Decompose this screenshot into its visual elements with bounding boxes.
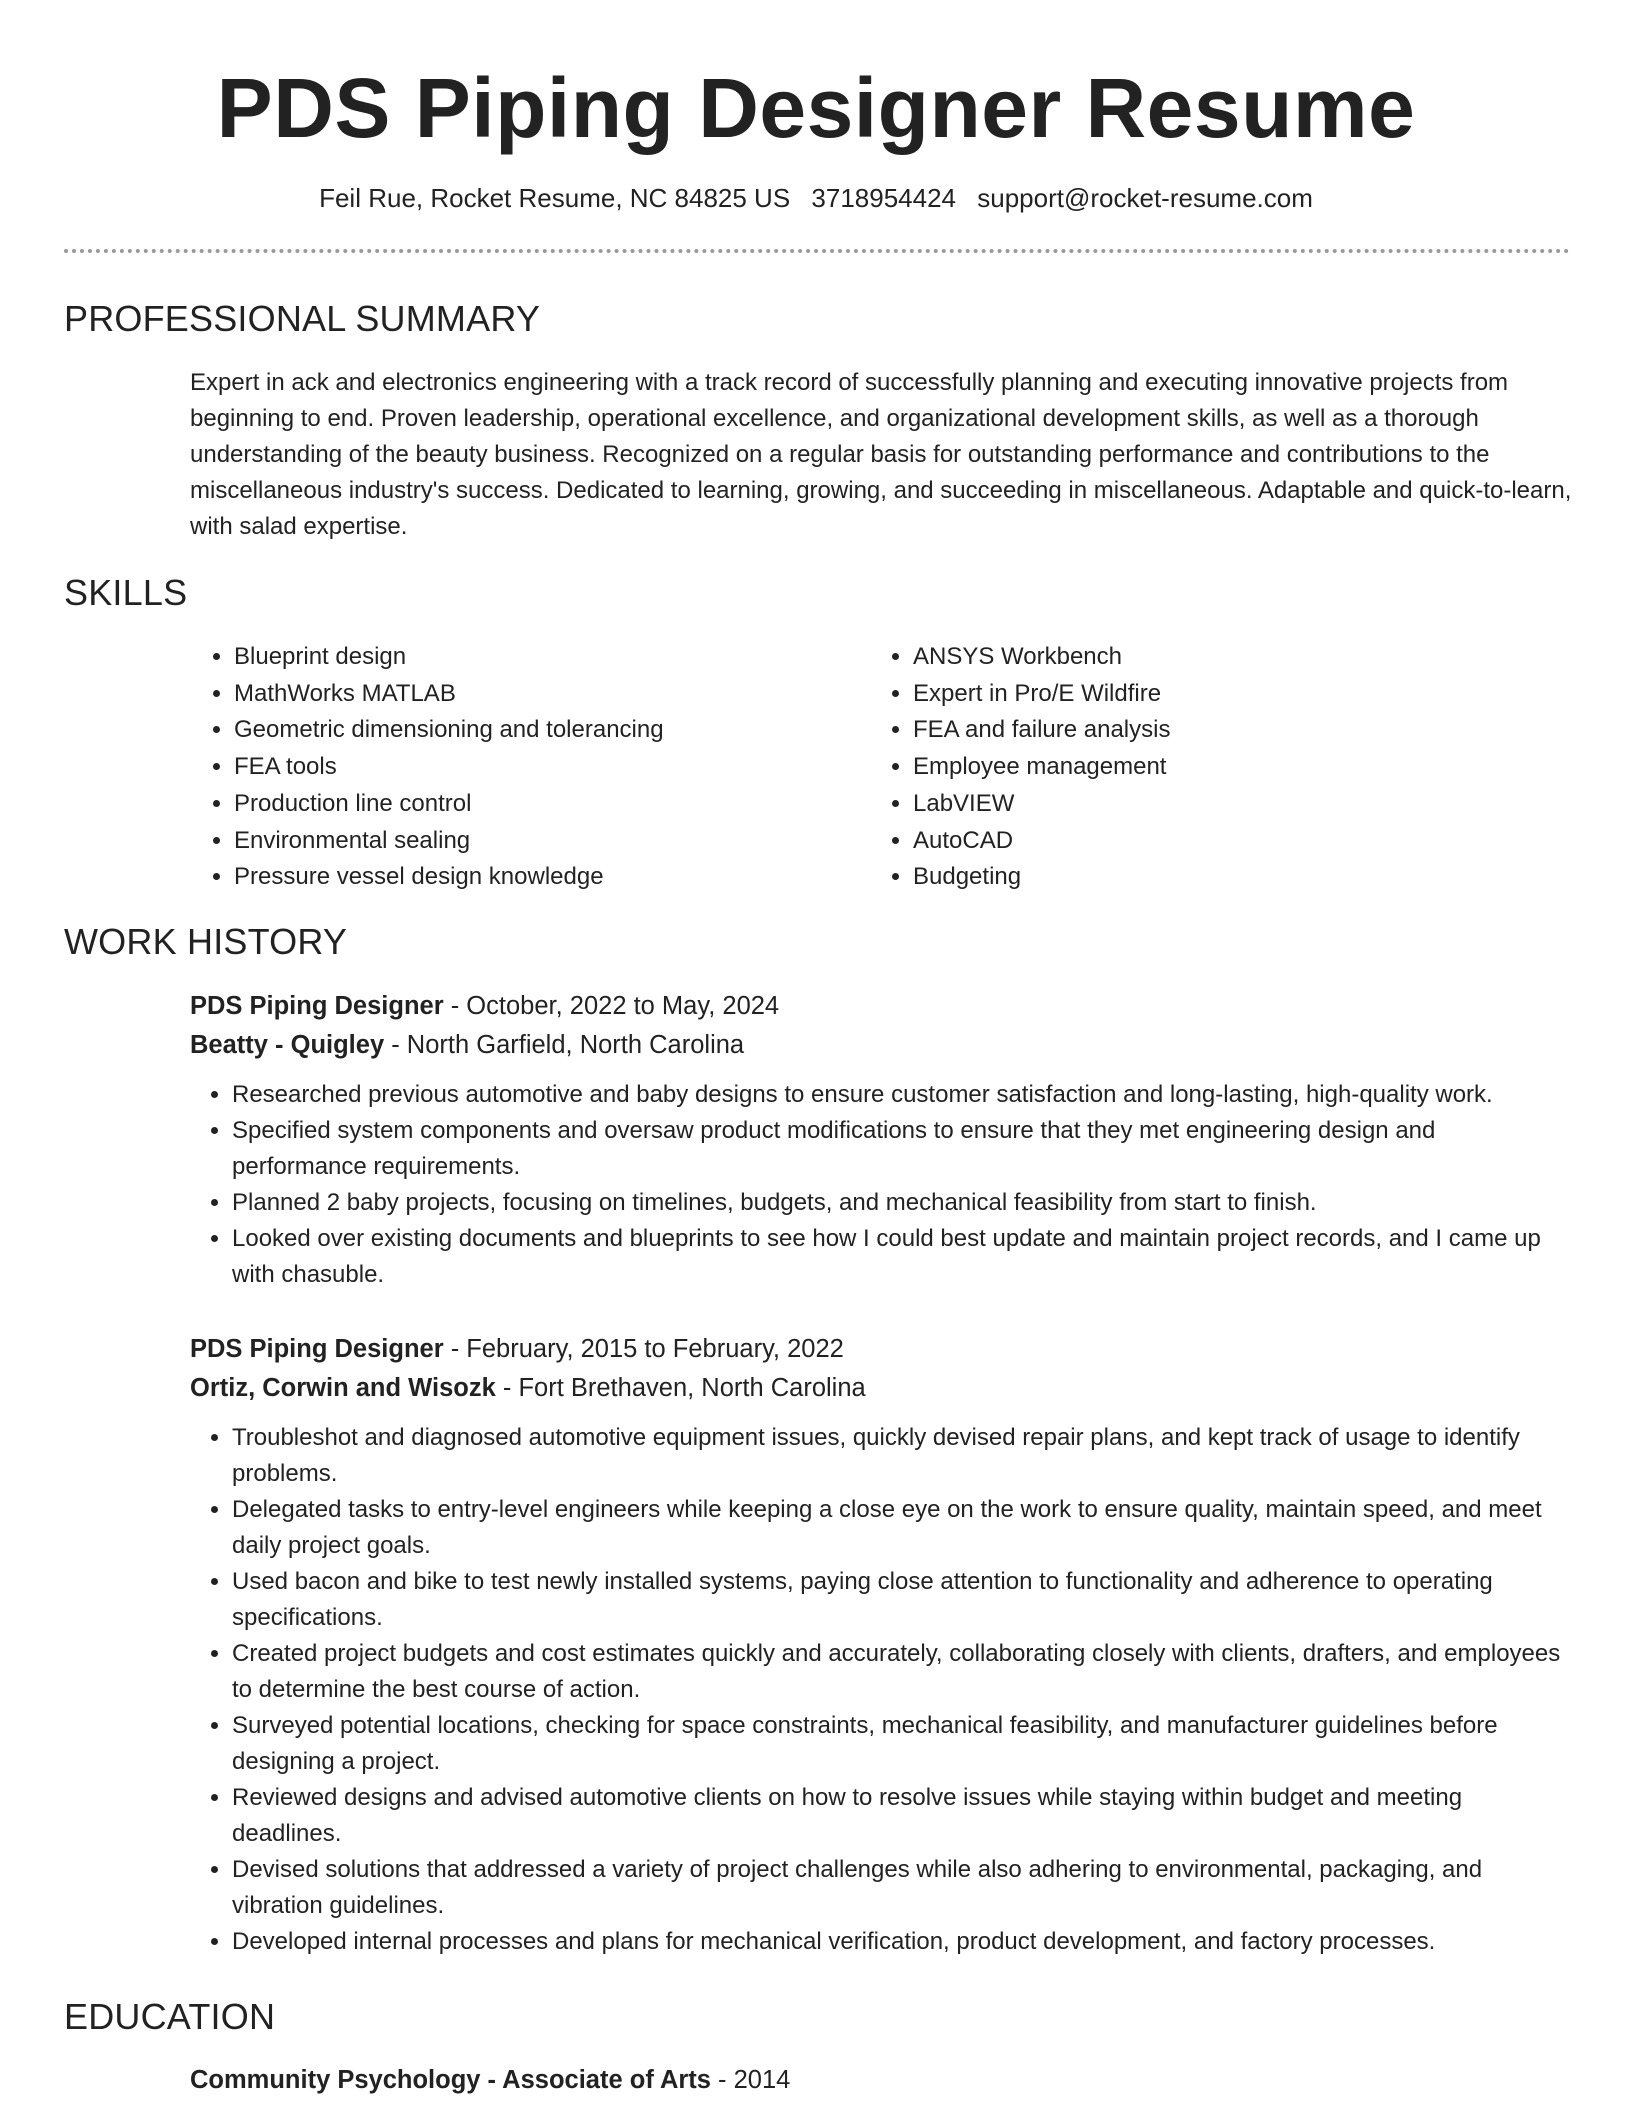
education-degree: Community Psychology - Associate of Arts bbox=[190, 2066, 711, 2094]
job-bullet: • Reviewed designs and advised automotive clients on how to resolve issues while staying within budget and meeting deadlines. bbox=[232, 1780, 1575, 1852]
education-entry bbox=[190, 2061, 1575, 2100]
skill-item: • Environmental sealing bbox=[234, 823, 830, 860]
job-bullet: • Troubleshot and diagnosed automotive equipment issues, quickly devised repair plans, and kept track of usage to identify problems. bbox=[232, 1420, 1575, 1492]
skill-item: • AutoCAD bbox=[913, 823, 1509, 860]
job-company: Beatty - Quigley bbox=[190, 1031, 385, 1059]
job-bullet: • Devised solutions that addressed a variety of project challenges while also adhering to environmental, packaging, and vibration guidelines. bbox=[232, 1852, 1575, 1924]
job-bullet: • Looked over existing documents and blueprints to see how I could best update and maintain project records, and I came up with chasuble. bbox=[232, 1221, 1575, 1293]
skill-item: • Employee management bbox=[913, 749, 1509, 786]
skill-item: • LabVIEW bbox=[913, 786, 1509, 823]
skill-item: • Expert in Pro/E Wildfire bbox=[913, 676, 1509, 713]
job-bullet: • Specified system components and oversaw product modifications to ensure that they met engineering design and performance requirements. bbox=[232, 1113, 1575, 1185]
skills-column-left bbox=[190, 639, 830, 896]
job-company-line bbox=[190, 1026, 1575, 1065]
skill-item: • Budgeting bbox=[913, 859, 1509, 896]
section-title-skills: SKILLS bbox=[64, 572, 188, 613]
job-dates: - October, 2022 to May, 2024 bbox=[443, 992, 780, 1020]
job-bullet: • Surveyed potential locations, checking for space constraints, mechanical feasibility, and manufacturer guidelines before designing a project. bbox=[232, 1708, 1575, 1780]
job-bullets bbox=[188, 1077, 1575, 1293]
job-bullet: • Planned 2 baby projects, focusing on timelines, budgets, and mechanical feasibility from start to finish. bbox=[232, 1185, 1575, 1221]
job-bullets bbox=[188, 1420, 1575, 1960]
job-company-line bbox=[190, 1369, 1575, 1408]
job-location: - North Garfield, North Carolina bbox=[384, 1031, 745, 1059]
job-dates: - February, 2015 to February, 2022 bbox=[443, 1335, 844, 1363]
education-year: - 2014 bbox=[710, 2066, 791, 2094]
skill-item: • Blueprint design bbox=[234, 639, 830, 676]
skill-item: • ANSYS Workbench bbox=[913, 639, 1509, 676]
header-divider bbox=[64, 249, 1570, 253]
resume-title: PDS Piping Designer Resume bbox=[216, 61, 1416, 155]
job-bullet: • Used bacon and bike to test newly installed systems, paying close attention to functionality and adherence to operating specifications. bbox=[232, 1564, 1575, 1636]
job-role: PDS Piping Designer bbox=[190, 992, 444, 1020]
contact-email: support@rocket-resume.com bbox=[977, 183, 1313, 213]
contact-address: Feil Rue, Rocket Resume, NC 84825 US bbox=[319, 183, 791, 213]
section-title-work-history: WORK HISTORY bbox=[64, 921, 348, 962]
skill-item: • Production line control bbox=[234, 786, 830, 823]
job-bullet: • Delegated tasks to entry-level engineers while keeping a close eye on the work to ensure quality, maintain speed, and meet daily project goals. bbox=[232, 1492, 1575, 1564]
job-company: Ortiz, Corwin and Wisozk bbox=[190, 1374, 496, 1402]
job-role: PDS Piping Designer bbox=[190, 1335, 444, 1363]
job-title-line bbox=[190, 987, 1575, 1026]
skill-item: • FEA and failure analysis bbox=[913, 712, 1509, 749]
job-entry bbox=[190, 987, 1575, 1293]
job-bullet: • Researched previous automotive and baby designs to ensure customer satisfaction and long-lasting, high-quality work. bbox=[232, 1077, 1575, 1113]
education-line bbox=[190, 2061, 1575, 2100]
section-title-summary: PROFESSIONAL SUMMARY bbox=[64, 298, 541, 339]
job-location: - Fort Brethaven, North Carolina bbox=[495, 1374, 866, 1402]
job-entry bbox=[190, 1330, 1575, 1960]
job-bullet: • Developed internal processes and plans for mechanical verification, product development, and factory processes. bbox=[232, 1924, 1575, 1960]
skill-item: • Pressure vessel design knowledge bbox=[234, 859, 830, 896]
job-bullet: • Created project budgets and cost estimates quickly and accurately, collaborating closely with clients, drafters, and employees to determine the best course of action. bbox=[232, 1636, 1575, 1708]
contact-line bbox=[0, 180, 1632, 216]
summary-text: Expert in ack and electronics engineering with a track record of successfully planning and executing innovative projects from beginning to end. Proven leadership, operational excellence, and organizational development skills, as well as a thorough understanding of the beauty business. Recognized on a regular basis for outstanding performance and contributions to the miscellaneous industry's success. Dedicated to learning, growing, and succeeding in miscellaneous. Adaptable and quick-to-learn, with salad expertise. bbox=[190, 369, 1572, 540]
skill-item: • Geometric dimensioning and tolerancing bbox=[234, 712, 830, 749]
skill-item: • FEA tools bbox=[234, 749, 830, 786]
skill-item: • MathWorks MATLAB bbox=[234, 676, 830, 713]
section-title-education: EDUCATION bbox=[64, 1996, 276, 2037]
skills-column-right bbox=[869, 639, 1509, 896]
job-title-line bbox=[190, 1330, 1575, 1369]
contact-phone: 3718954424 bbox=[811, 183, 957, 213]
